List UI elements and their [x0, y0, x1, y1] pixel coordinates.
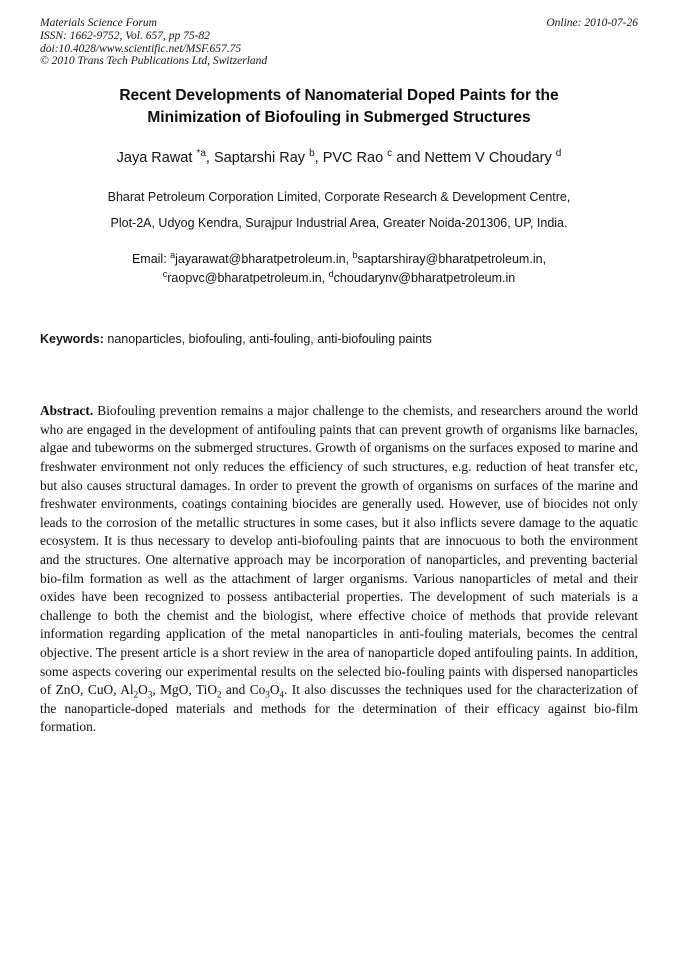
email-c-superscript: c: [162, 269, 168, 280]
chem-subscript: 2: [133, 689, 139, 700]
author-3-superscript: c: [387, 148, 393, 160]
author-2: Saptarshi Ray: [213, 150, 310, 167]
keywords-text: nanoparticles, biofouling, anti-fouling, anti-biofouling paints: [103, 332, 432, 347]
email-line-2: [40, 269, 638, 288]
email-a-superscript: a: [170, 250, 176, 261]
email-block: [40, 250, 638, 288]
chem-subscript: 2: [217, 689, 222, 700]
journal-name: Materials Science Forum: [40, 17, 157, 29]
email-d-superscript: d: [328, 269, 334, 280]
online-date: Online: 2010-07-26: [546, 17, 638, 29]
email-separator: ,: [542, 252, 547, 267]
chem-subscript: 3: [265, 689, 270, 700]
abstract-text: Biofouling prevention remains a major challenge to the chemists, and researchers around the world who are engaged in the development of antifouling paints that can prevent growth of organisms like barnacles, algae and tubeworms on the submerged structures. Growth of organisms on the surfaces exposed to marine and freshwater environment not only reduces the efficiency of such structures, e.g. reduction of heat transfer etc, but also causes structural damages. In order to prevent the growth of organisms on surfaces of the marine and freshwater environments, coatings containing biocides are generally used. However, use of biocides not only leads to the corrosion of the metallic structures in some cases, but it also inflicts severe damage to the aquatic ecosystem. It is thus necessary to develop anti-biofouling paints that are innocuous to both the environment and the structures. One alternative approach may be incorporation of nanoparticles, and preventing bacterial bio-film formation as well as the attachment of larger organisms. Various nanoparticles of metal and their oxides have been recognized to possess antibacterial properties. The development of such materials is a challenge to both the chemist and the biologist, where effective choice of methods that provide relevant information regarding application of the metal nanoparticles in anti-fouling materials, becomes the central objective. The present article is a short review in the area of nanoparticle doped antifouling paints. In addition, some aspects covering our experimental results on the selected bio-fouling paints with dispersed nanoparticles of ZnO, CuO, Al: [40, 403, 638, 698]
paper-title-line-1: Recent Developments of Nanomaterial Doped Paints for the: [119, 87, 559, 105]
keywords-line: [40, 331, 638, 347]
author-separator: ,: [314, 150, 323, 167]
affiliation-block: [40, 184, 638, 236]
email-separator: ,: [345, 252, 353, 267]
author-2-superscript: b: [309, 148, 315, 160]
abstract-text: and Co: [221, 682, 266, 698]
email-b-superscript: b: [352, 250, 358, 261]
email-address-c: raopvc@bharatpetroleum.in: [167, 271, 322, 286]
abstract-paragraph: [40, 402, 638, 737]
chem-subscript: 4: [279, 689, 284, 700]
author-1: Jaya Rawat: [116, 150, 197, 167]
abstract-text: , MgO, TiO: [152, 682, 217, 698]
author-4-superscript: d: [555, 148, 562, 160]
copyright-line: © 2010 Trans Tech Publications Ltd, Switzerland: [40, 55, 268, 68]
page-content: [40, 0, 638, 737]
author-4: Nettem V Choudary: [424, 150, 556, 167]
author-separator: ,: [205, 150, 214, 167]
email-label: Email:: [131, 252, 171, 267]
abstract-text: O: [269, 682, 280, 698]
email-separator: ,: [321, 271, 329, 286]
author-3: PVC Rao: [322, 150, 388, 167]
chem-subscript: 3: [147, 689, 153, 700]
journal-header: [40, 17, 638, 68]
author-1-superscript: *a: [196, 148, 206, 160]
affiliation-line-1: Bharat Petroleum Corporation Limited, Corporate Research & Development Centre,: [107, 190, 571, 205]
email-address-d: choudarynv@bharatpetroleum.in: [333, 271, 516, 286]
paper-title-line-2: Minimization of Biofouling in Submerged Structures: [147, 109, 531, 127]
doi-line: doi:10.4028/www.scientific.net/MSF.657.75: [40, 42, 242, 55]
keywords-label: Keywords:: [40, 332, 104, 347]
email-line-1: [40, 250, 638, 269]
authors-line: [40, 149, 638, 168]
email-address-a: jayarawat@bharatpetroleum.in: [175, 252, 346, 267]
abstract-text: . It also discusses the techniques used for the characterization of the nanoparticle-doped materials and methods for the determination of their efficacy against bio-film formation.: [40, 682, 639, 735]
author-separator: and: [392, 150, 425, 167]
abstract-label: Abstract.: [40, 403, 94, 419]
issn-line: ISSN: 1662-9752, Vol. 657, pp 75-82: [40, 29, 210, 42]
abstract-text: O: [138, 682, 148, 698]
affiliation-line-2: Plot-2A, Udyog Kendra, Surajpur Industrial Area, Greater Noida-201306, UP, India.: [110, 216, 568, 231]
paper-title: [40, 85, 638, 129]
journal-info-block: [40, 17, 267, 68]
email-address-b: saptarshiray@bharatpetroleum.in: [357, 252, 543, 267]
